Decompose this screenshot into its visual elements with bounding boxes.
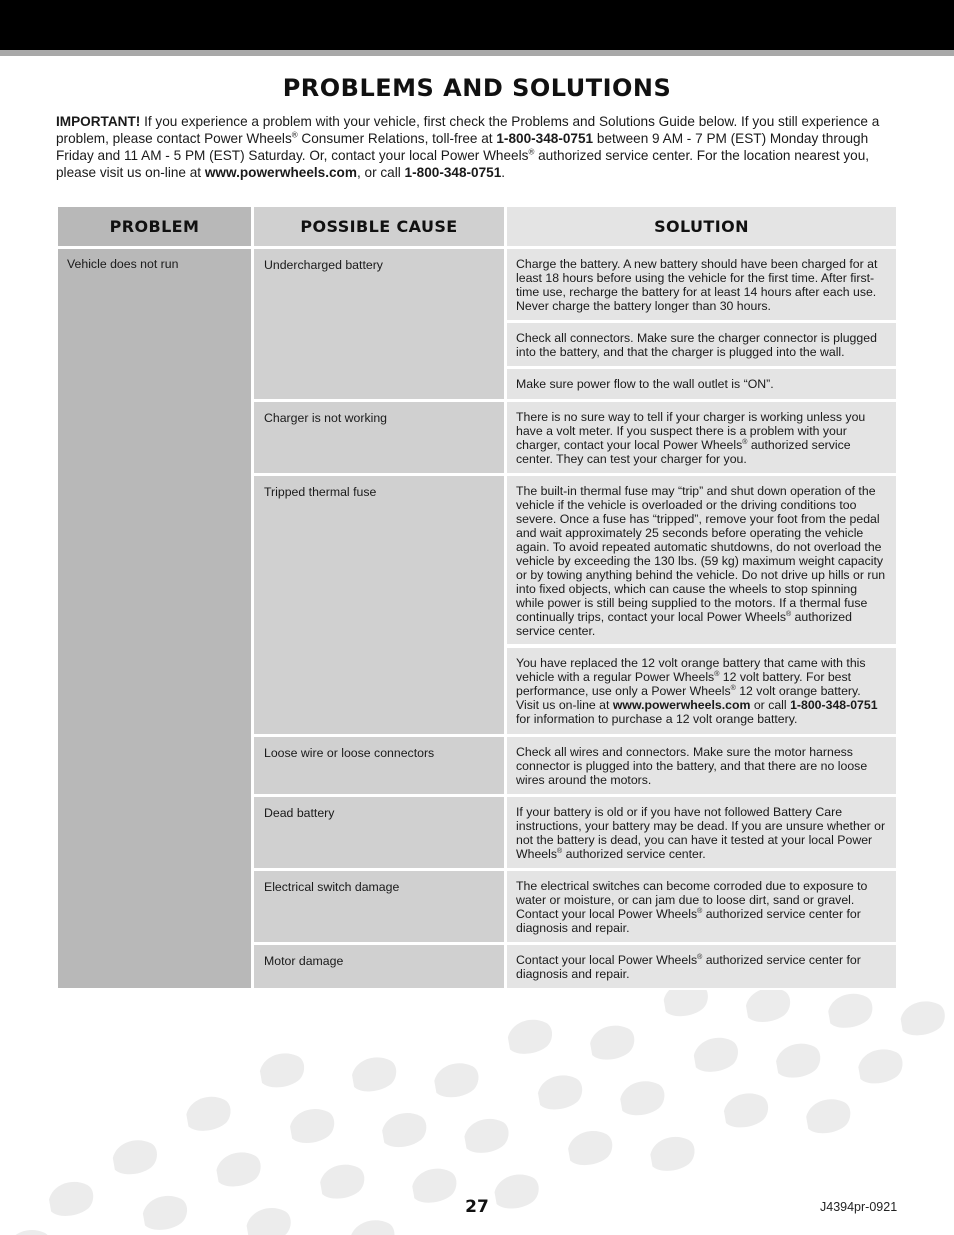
registered-mark: ® xyxy=(697,907,703,915)
phone-number: 1-800-348-0751 xyxy=(790,698,878,712)
solution-text: There is no sure way to tell if your charger is working unless you have a volt meter. If you suspect there is a problem with your charger, contact your local Power Wheels xyxy=(516,410,866,452)
registered-mark: ® xyxy=(785,610,792,618)
cause-cell: Loose wire or loose connectors xyxy=(254,737,504,794)
solution-text: authorized service center. xyxy=(562,847,706,861)
phone-number: 1-800-348-0751 xyxy=(404,165,502,180)
cause-cell: Electrical switch damage xyxy=(254,871,504,942)
solution-text: Contact your local Power Wheels xyxy=(516,953,698,967)
cause-cell: Motor damage xyxy=(254,945,504,988)
solution-cell xyxy=(507,402,896,473)
solution-text: authorized service center for diagnosis and repair. xyxy=(516,953,861,981)
registered-mark: ® xyxy=(291,130,298,140)
solution-cell: Charge the battery. A new battery should have been charged for at least 18 hours before using the vehicle for the first time. After first-time use, recharge the battery for at least 14 hours after each use. Never charge the battery longer than 30 hours. xyxy=(507,249,896,320)
solution-text: authorized service center for diagnosis and repair. xyxy=(516,907,861,935)
registered-mark: ® xyxy=(730,684,736,692)
important-label: IMPORTANT! xyxy=(56,114,141,129)
phone-number: 1-800-348-0751 xyxy=(496,131,594,146)
solution-cell xyxy=(507,945,896,988)
intro-text: authorized service center. For the location nearest you, please visit us on-line at xyxy=(56,148,870,180)
registered-mark: ® xyxy=(697,953,703,961)
solution-cell: Check all wires and connectors. Make sure the motor harness connector is plugged into the battery, and that there are no loose wires around the motors. xyxy=(507,737,896,794)
solution-cell xyxy=(507,648,896,734)
solution-cell: Make sure power flow to the wall outlet is “ON”. xyxy=(507,369,896,399)
solution-text: authorized service center. xyxy=(516,610,852,638)
registered-mark: ® xyxy=(557,847,563,855)
problem-text: Vehicle does not run xyxy=(67,257,179,271)
intro-text: , or call xyxy=(356,165,405,180)
solution-cell xyxy=(507,476,896,644)
solution-text: authorized service center. They can test your charger for you. xyxy=(516,438,851,466)
solution-text: The built-in thermal fuse may “trip” and shut down operation of the vehicle if the vehicle is overloaded or the driving conditions too severe. Once a fuse has “tripped”, remove your foot from the pedal and wait approximately 25 seconds before operating the vehicle again. To avoid repeated automatic shutdowns, do not overload the vehicle by exceeding the 130 lbs. (59 kg) maximum weight capacity or by towing anything behind the vehicle. Do not drive up hills or run into fixed objects, which can cause the wheels to stop spinning while power is still being supplied to the motors. If a thermal fuse continually trips, contact your local Power Wheels xyxy=(516,484,886,624)
website-link: www.powerwheels.com xyxy=(612,698,751,712)
solution-text: You have replaced the 12 volt orange battery that came with this vehicle with a regular Power Wheels xyxy=(516,656,866,684)
solution-cell xyxy=(507,871,896,942)
document-code: J4394pr-0921 xyxy=(820,1200,898,1214)
page-number: 27 xyxy=(465,1197,489,1217)
solution-cell: Check all connectors. Make sure the charger connector is plugged into the battery, and that the charger is plugged into the wall. xyxy=(507,323,896,366)
registered-mark: ® xyxy=(714,670,720,678)
intro-text: If you experience a problem with your vehicle, first check the Problems and Solutions Guide below. If you still experience a problem, please contact Power Wheels xyxy=(56,114,880,146)
registered-mark: ® xyxy=(742,438,748,446)
header-gray-rule xyxy=(0,50,954,56)
website-link: www.powerwheels.com xyxy=(204,165,357,180)
solution-text: 12 volt battery. For best performance, use only a Power Wheels xyxy=(516,670,852,698)
intro-text: between 9 AM - 7 PM (EST) Monday through Friday and 11 AM - 5 PM (EST) Saturday. Or, contact your local Power Wheels xyxy=(56,131,869,163)
header-possible-cause: POSSIBLE CAUSE xyxy=(254,207,504,246)
cause-cell: Tripped thermal fuse xyxy=(254,476,504,734)
solution-cell xyxy=(507,797,896,868)
solution-text: 12 volt orange battery. Visit us on-line at xyxy=(516,684,861,712)
intro-paragraph xyxy=(56,113,886,181)
solution-text: The electrical switches can become corroded due to exposure to water or moisture, or can jam due to loose dirt, sand or gravel. Contact your local Power Wheels xyxy=(516,879,868,921)
cause-cell: Undercharged battery xyxy=(254,249,504,399)
problem-cell xyxy=(58,249,251,988)
header-solution: SOLUTION xyxy=(507,207,896,246)
solution-text: or call xyxy=(750,698,791,712)
cause-cell: Dead battery xyxy=(254,797,504,868)
solution-text: If your battery is old or if you have not followed Battery Care instructions, your battery may be dead. If you are unsure whether or not the battery is dead, you can have it tested at your local Power Wheels xyxy=(516,805,886,861)
intro-text: . xyxy=(501,165,506,180)
solution-text: for information to purchase a 12 volt orange battery. xyxy=(516,712,798,726)
intro-text: Consumer Relations, toll-free at xyxy=(297,131,497,146)
header-problem: PROBLEM xyxy=(58,207,251,246)
page-title: PROBLEMS AND SOLUTIONS xyxy=(282,74,672,102)
registered-mark: ® xyxy=(528,147,535,157)
header-black-bar xyxy=(0,0,954,50)
cause-cell: Charger is not working xyxy=(254,402,504,473)
